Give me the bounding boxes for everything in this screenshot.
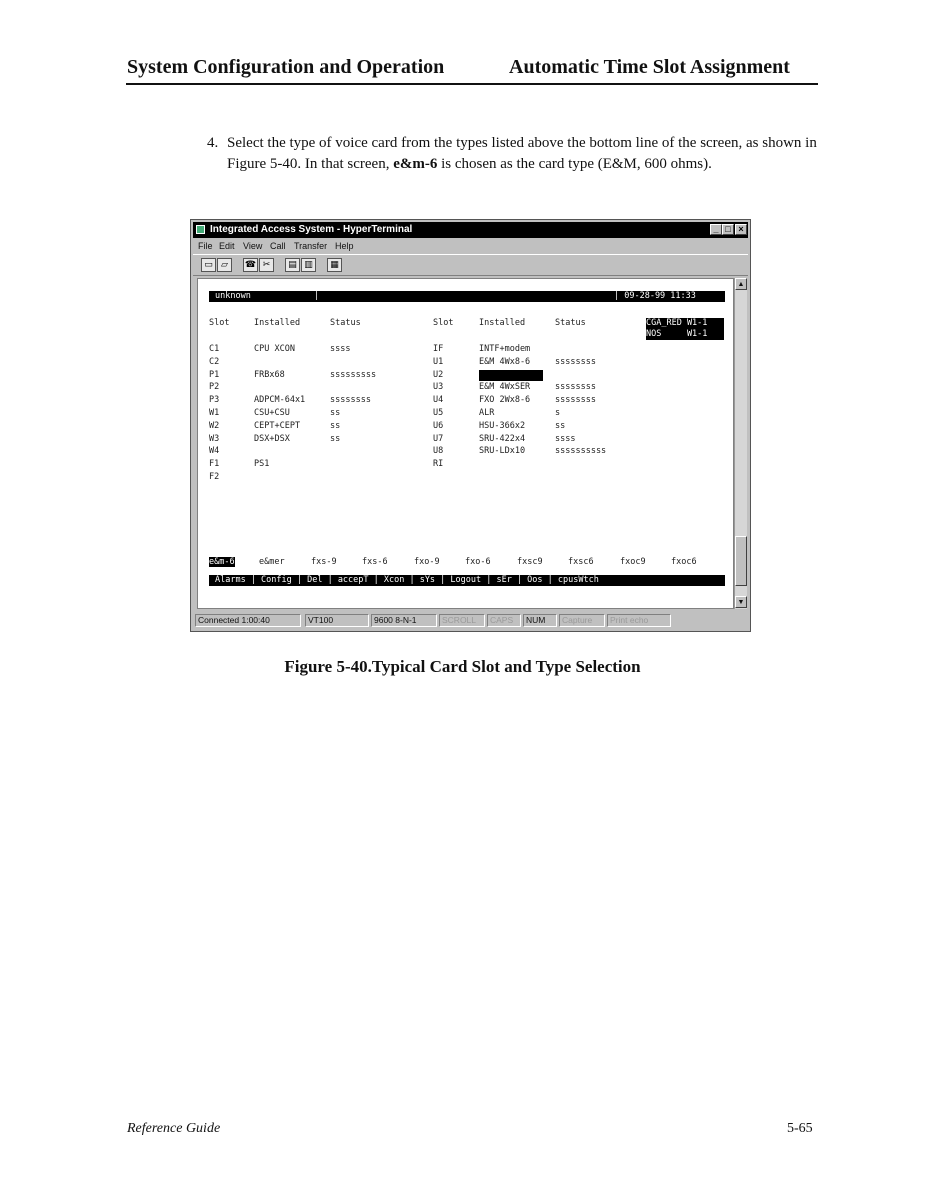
scroll-thumb[interactable] — [735, 536, 747, 586]
left-row-installed: ADPCM-64x1 — [254, 395, 306, 406]
right-row-slot: U6 — [433, 420, 444, 431]
left-row-installed: CPU XCON — [254, 344, 295, 354]
right-row-slot: U5 — [433, 408, 444, 418]
left-row-slot: F1 — [209, 459, 220, 470]
left-row-slot: W3 — [209, 433, 220, 444]
scroll-down-icon[interactable]: ▼ — [735, 596, 747, 608]
command-line-text: Alarms | Config | Del | accepT | Xcon | sYs | Logout | sEr | Oos | cpusWtch — [215, 575, 599, 585]
right-row-slot: U7 — [433, 433, 444, 444]
right-row-status: ssssssssss — [555, 446, 607, 457]
status-port: 9600 8-N-1 — [371, 614, 437, 627]
menu-edit[interactable]: Edit — [219, 241, 235, 251]
right-row-slot: RI — [433, 459, 444, 470]
close-button[interactable]: × — [735, 224, 747, 235]
disconnect-icon[interactable]: ✂ — [259, 258, 274, 272]
card-type-option[interactable]: e&m-6 — [209, 557, 235, 567]
card-type-option[interactable]: fxo-9 — [414, 557, 440, 567]
status-emulation: VT100 — [305, 614, 369, 627]
right-row-slot: U2 — [433, 369, 444, 380]
window-title: Integrated Access System - HyperTerminal — [210, 224, 413, 235]
col-header-status-2: Status — [555, 318, 586, 328]
command-line[interactable] — [209, 575, 725, 586]
right-row-slot: IF — [433, 344, 444, 354]
left-row-status: sssssssss — [330, 369, 377, 380]
left-row-slot: W2 — [209, 420, 220, 431]
top-bar-node: unknown — [215, 291, 251, 301]
left-row-status: ss — [330, 408, 341, 418]
left-row-status: ss — [330, 420, 341, 431]
col-header-status: Status — [330, 318, 361, 328]
right-row-installed: SRU-422x4 — [479, 433, 526, 444]
hyperterminal-icon — [196, 225, 205, 234]
connect-icon[interactable]: ☎ — [244, 260, 257, 270]
status-scroll: SCROLL — [439, 614, 485, 627]
slot-u2-cursor[interactable] — [479, 370, 543, 381]
left-row-installed: PS1 — [254, 459, 270, 470]
right-row-installed: INTF+modem — [479, 344, 531, 354]
card-type-option[interactable]: fxs-9 — [311, 557, 337, 567]
menu-view[interactable]: View — [243, 241, 263, 251]
menu-bar — [193, 239, 748, 253]
left-row-slot: W1 — [209, 408, 220, 418]
menu-help[interactable]: Help — [335, 241, 354, 251]
left-row-slot: C1 — [209, 344, 220, 354]
right-row-slot: U4 — [433, 395, 444, 406]
right-row-installed: HSU-366x2 — [479, 420, 526, 431]
top-bar-separator: | — [314, 291, 320, 301]
figure-caption: Figure 5-40.Typical Card Slot and Type Selection — [284, 657, 641, 676]
right-row-status: ss — [555, 420, 566, 431]
right-row-slot: U3 — [433, 382, 444, 393]
send-icon[interactable]: ▤ — [285, 258, 300, 272]
col-header-installed: Installed — [254, 318, 301, 328]
hyperterminal-window — [190, 219, 751, 632]
left-row-slot: P3 — [209, 395, 220, 406]
status-bar — [193, 613, 748, 629]
footer-left: Reference Guide — [127, 1121, 221, 1136]
left-row-status: ssssssss — [330, 395, 371, 406]
col-header-installed-2: Installed — [479, 318, 526, 328]
new-icon[interactable]: ▭ — [201, 258, 216, 272]
left-row-slot: P1 — [209, 369, 220, 380]
toolbar — [193, 254, 748, 276]
minimize-button[interactable]: _ — [710, 224, 722, 235]
right-row-status: ssssssss — [555, 356, 596, 367]
terminal-screen[interactable] — [197, 278, 734, 609]
right-row-installed: ALR — [479, 408, 495, 418]
maximize-button[interactable]: □ — [722, 224, 734, 235]
right-row-installed: SRU-LDx10 — [479, 446, 526, 457]
status-print-echo: Print echo — [607, 614, 671, 627]
step-number: 4. — [207, 135, 219, 151]
right-row-slot: U1 — [433, 356, 444, 367]
card-type-option[interactable]: fxoc6 — [671, 557, 697, 567]
card-type-option[interactable]: fxsc6 — [568, 557, 594, 567]
right-row-installed: E&M 4Wx8-6 — [479, 356, 531, 367]
step-text-before: Select the type of voice card from the types listed above the bottom line of the screen, as shown in Figure 5-40. In that screen, — [227, 135, 817, 172]
menu-call[interactable]: Call — [270, 241, 286, 251]
running-header-left: System Configuration and Operation — [127, 56, 445, 78]
terminal-top-bar — [209, 291, 725, 302]
left-row-status: ss — [330, 433, 341, 444]
properties-icon[interactable]: ▦ — [327, 258, 342, 272]
left-row-slot: F2 — [209, 472, 220, 482]
left-row-slot: P2 — [209, 382, 220, 393]
left-row-installed: FRBx68 — [254, 369, 285, 380]
card-type-option[interactable]: fxo-6 — [465, 557, 491, 567]
open-icon[interactable]: ▱ — [217, 258, 232, 272]
right-row-installed: FXO 2Wx8-6 — [479, 395, 531, 406]
step-text — [227, 133, 827, 175]
left-row-slot: C2 — [209, 356, 220, 367]
menu-file[interactable]: File — [198, 241, 213, 251]
top-bar-datetime: | 09-28-99 11:33 — [614, 291, 696, 301]
alarm-cga-red: CGA_RED W1-1 — [646, 318, 724, 329]
card-type-option[interactable]: fxsc9 — [517, 557, 543, 567]
right-row-slot: U8 — [433, 446, 444, 457]
status-num: NUM — [523, 614, 557, 627]
step-text-bold: e&m-6 — [393, 156, 438, 172]
col-header-slot: Slot — [209, 318, 230, 328]
right-row-status: ssss — [555, 433, 576, 444]
right-row-status: ssssssss — [555, 395, 596, 406]
menu-transfer[interactable]: Transfer — [294, 241, 328, 251]
window-titlebar[interactable] — [193, 222, 748, 238]
right-row-status: ssssssss — [555, 382, 596, 393]
left-row-status: ssss — [330, 344, 351, 354]
step-text-after: is chosen as the card type (E&M, 600 ohms). — [441, 156, 712, 172]
vertical-scrollbar[interactable] — [734, 278, 747, 609]
right-row-status: s — [555, 408, 561, 418]
left-row-installed: CSU+CSU — [254, 408, 290, 418]
receive-icon[interactable]: ▥ — [301, 258, 316, 272]
left-row-installed: CEPT+CEPT — [254, 420, 301, 431]
left-row-installed: DSX+DSX — [254, 433, 290, 444]
right-row-installed: E&M 4WxSER — [479, 382, 531, 393]
left-row-slot: W4 — [209, 446, 220, 457]
status-caps: CAPS — [487, 614, 521, 627]
scroll-up-icon[interactable]: ▲ — [735, 278, 747, 290]
header-rule — [126, 83, 818, 85]
status-capture: Capture — [559, 614, 605, 627]
card-type-option[interactable]: fxoc9 — [620, 557, 646, 567]
card-type-option[interactable]: fxs-6 — [362, 557, 388, 567]
running-header-right: Automatic Time Slot Assignment — [509, 56, 790, 78]
status-connected: Connected 1:00:40 — [195, 614, 301, 627]
col-header-slot-2: Slot — [433, 318, 454, 328]
card-type-option[interactable]: e&mer — [259, 557, 285, 567]
footer-page-number: 5-65 — [787, 1121, 813, 1136]
alarm-nos: NOS W1-1 — [646, 329, 724, 340]
